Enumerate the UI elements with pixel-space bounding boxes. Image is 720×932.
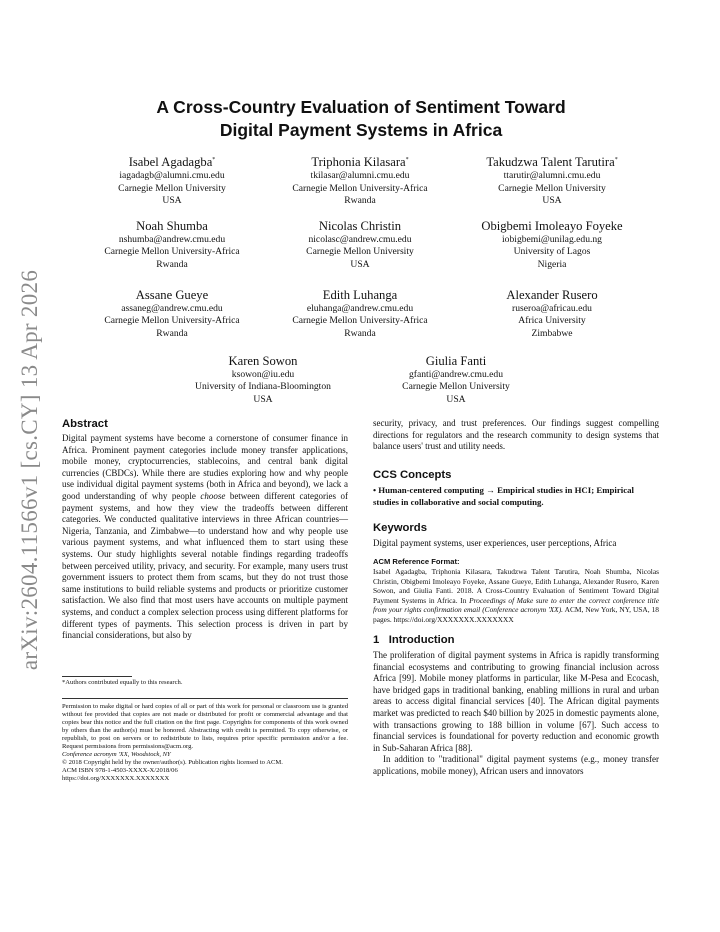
title-line-2: Digital Payment Systems in Africa (219, 120, 503, 140)
equal-contribution-mark: * (212, 157, 216, 163)
keywords-section (373, 522, 659, 550)
author-email: iobigbemi@unilag.edu.ng (502, 234, 602, 245)
title-line-1: A Cross-Country Evaluation of Sentiment Toward (156, 97, 566, 117)
equal-contribution-mark: * (614, 157, 618, 163)
author-affiliation: Carnegie Mellon University (402, 381, 510, 393)
author-email: ttarutir@alumni.cmu.edu (503, 170, 601, 182)
acm-reference-heading: ACM Reference Format: (373, 557, 460, 566)
author-country: Rwanda (344, 195, 376, 206)
introduction-paragraph-2: In addition to "traditional" digital payment systems (e.g., money transfer applications, mobile money), African users and innovators (373, 754, 659, 776)
doi-line: https://doi.org/XXXXXXX.XXXXXXX (62, 775, 170, 782)
author-country: Nigeria (537, 258, 567, 270)
paper-title (64, 96, 658, 142)
introduction-section (373, 634, 659, 778)
equal-contribution-mark: * (405, 157, 409, 163)
acm-reference-section (373, 557, 659, 625)
abstract-emphasis: choose (200, 490, 226, 501)
author-affiliation: Carnegie Mellon University (306, 246, 414, 258)
author-email: gfanti@andrew.cmu.edu (409, 369, 503, 380)
author-affiliation: Carnegie Mellon University (498, 182, 606, 194)
author-country: Zimbabwe (531, 327, 573, 339)
author-name: Triphonia Kilasara (311, 155, 406, 170)
isbn-line: ACM ISBN 978-1-4503-XXXX-X/2018/06 (62, 767, 178, 774)
author-affiliation: Carnegie Mellon University (118, 182, 226, 194)
abstract-text: Digital payment systems have become a cornerstone of consumer finance in Africa. Prominent payment categories include money transfer applications, mobile money, cryptocurrencies, stablecoins, and central bank digital currencies (CBDCs). While there are studies exploring how and why people use individual digital payment systems (both in Africa and beyond), we lack a good understanding of why people (62, 433, 348, 501)
author-affiliation: University of Indiana-Bloomington (195, 381, 331, 393)
author-name: Takudzwa Talent Tarutira (486, 155, 615, 170)
author-email: iagadagb@alumni.cmu.edu (119, 170, 225, 182)
acm-reference-tail: ACM, New York, NY, USA, 18 pages. https://doi.org/XXXXXXX.XXXXXXX (373, 605, 659, 624)
author-country: USA (253, 393, 273, 405)
author-block (432, 287, 672, 340)
author-country: USA (350, 258, 370, 270)
author-name: Karen Sowon (228, 354, 298, 368)
author-affiliation: Africa University (518, 315, 586, 327)
acm-reference-venue: Proceedings of Make sure to enter the correct conference title from your rights confirmation email (Conference acronym 'XX). (373, 595, 660, 615)
permission-block (62, 703, 348, 783)
acm-reference-text (373, 567, 659, 625)
author-affiliation: Carnegie Mellon University-Africa (104, 315, 240, 327)
abstract-heading: Abstract (62, 418, 108, 430)
author-name: Alexander Rusero (506, 288, 598, 302)
author-name: Isabel Agadagba (128, 155, 213, 170)
author-email: eluhanga@andrew.cmu.edu (306, 303, 414, 314)
author-country: USA (162, 195, 182, 206)
author-country: Rwanda (156, 327, 188, 339)
author-affiliation: Carnegie Mellon University-Africa (292, 315, 428, 327)
author-country: USA (542, 195, 562, 206)
author-block (432, 218, 672, 271)
footnote: *Authors contributed equally to this research. (62, 679, 183, 686)
arxiv-id: arXiv:2604.11566v1 [cs.CY] 13 Apr 2026 (17, 269, 42, 671)
author-country: Rwanda (156, 258, 188, 270)
author-affiliation: Carnegie Mellon University-Africa (292, 182, 428, 194)
author-email: nicolasc@andrew.cmu.edu (308, 234, 412, 245)
introduction-heading: 1 Introduction (373, 634, 455, 646)
keywords-text: Digital payment systems, user experiences, user perceptions, Africa (373, 538, 617, 548)
author-country: USA (446, 393, 466, 405)
ccs-heading: CCS Concepts (373, 469, 452, 481)
ccs-text: • Human-centered computing → Empirical studies in HCI; Empirical studies in collaborative and social computing. (373, 485, 634, 507)
permission-rule (62, 698, 348, 699)
author-email: ruseroa@africau.edu (512, 303, 592, 314)
footnote-rule (62, 676, 132, 677)
acm-reference-citation: Isabel Agadagba, Triphonia Kilasara, Takudzwa Talent Tarutira, Noah Shumba, Nicolas Christin, Obigbemi Imoleayo Foyeke, Assane Gueye, Edith Luhanga, Alexander Rusero, Karen Sowon, and Giulia Fanti. 2018. A Cross-Country Evaluation of Sentiment Toward Digital Payment Systems in Africa. In (373, 567, 659, 605)
abstract-text-cont: between different categories of payment systems, and how they view the tradeoffs between different categories. We conducted qualitative interviews in three African countries—Nigeria, Tanzania, and Zimbabwe—to understand how and why people use various payment systems, and what influenced them to start using these systems. Our study highlights several notable findings regarding tradeoffs between perceived utility, privacy, and security. For example, many users trust government issuers to protect them from scams, but they do not trust those same institutions to build reliable systems and products or prioritize customer satisfaction. We also find that most users have accounts on multiple payment systems, and conduct a complex selection process using different platforms for different types of payments. This selection process is driven in part by financial considerations, but also by (62, 490, 349, 641)
author-country: Rwanda (344, 327, 376, 339)
author-name: Edith Luhanga (322, 288, 398, 302)
permission-text: Permission to make digital or hard copies of all or part of this work for personal or classroom use is granted without fee provided that copies are not made or distributed for profit or commercial advantage and that copies bear this notice and the full citation on the first page. Copyrights for components of this work owned by others than the author(s) must be honored. Abstracting with credit is permitted. To copy otherwise, or republish, to post on servers or to redistribute to lists, requires prior specific permission and/or a fee. Request permissions from permissions@acm.org. (62, 703, 348, 750)
author-affiliation: Carnegie Mellon University-Africa (104, 246, 240, 258)
author-email: tkilasar@alumni.cmu.edu (310, 170, 410, 182)
author-name: Assane Gueye (135, 288, 209, 302)
author-name: Noah Shumba (136, 219, 208, 233)
author-name: Giulia Fanti (425, 354, 487, 368)
author-block (336, 353, 576, 406)
conference-line: Conference acronym 'XX, Woodstock, NY (62, 751, 171, 758)
copyright-line: © 2018 Copyright held by the owner/author(s). Publication rights licensed to ACM. (62, 759, 283, 766)
introduction-body (373, 650, 659, 778)
author-email: ksowon@iu.edu (231, 369, 295, 380)
author-email: assaneg@andrew.cmu.edu (121, 303, 223, 314)
author-name: Obigbemi Imoleayo Foyeke (481, 219, 623, 233)
keywords-heading: Keywords (373, 522, 427, 534)
abstract-continued: security, privacy, and trust preferences. Our findings suggest compelling directions for regulators and the research community to design systems that balance users' trust and utility needs. (373, 418, 659, 452)
abstract-body (62, 433, 348, 642)
author-email: nshumba@andrew.cmu.edu (118, 234, 226, 245)
introduction-paragraph-1: The proliferation of digital payment systems in Africa is rapidly transforming financial ecosystems and contributing to growing financial inclusion across Africa [99]. Mobile money platforms in particular, like M-Pesa and Ecocash, have bridged gaps in traditional banking, enabling millions in rural and urban areas to access digital financial services [40]. The African digital payments market was predicted to reach $40 billion by 2025 in domestic payments alone, with transactions growing to 188 billion in volume [67]. Such access to financial services is foundational for poverty reduction and economic growth in Sub-Saharan Africa [88]. (373, 650, 659, 753)
arxiv-stamp (8, 260, 52, 680)
ccs-section (373, 469, 659, 508)
author-block (432, 152, 672, 207)
author-affiliation: University of Lagos (513, 246, 591, 258)
left-column (62, 418, 348, 642)
author-name: Nicolas Christin (318, 219, 402, 233)
